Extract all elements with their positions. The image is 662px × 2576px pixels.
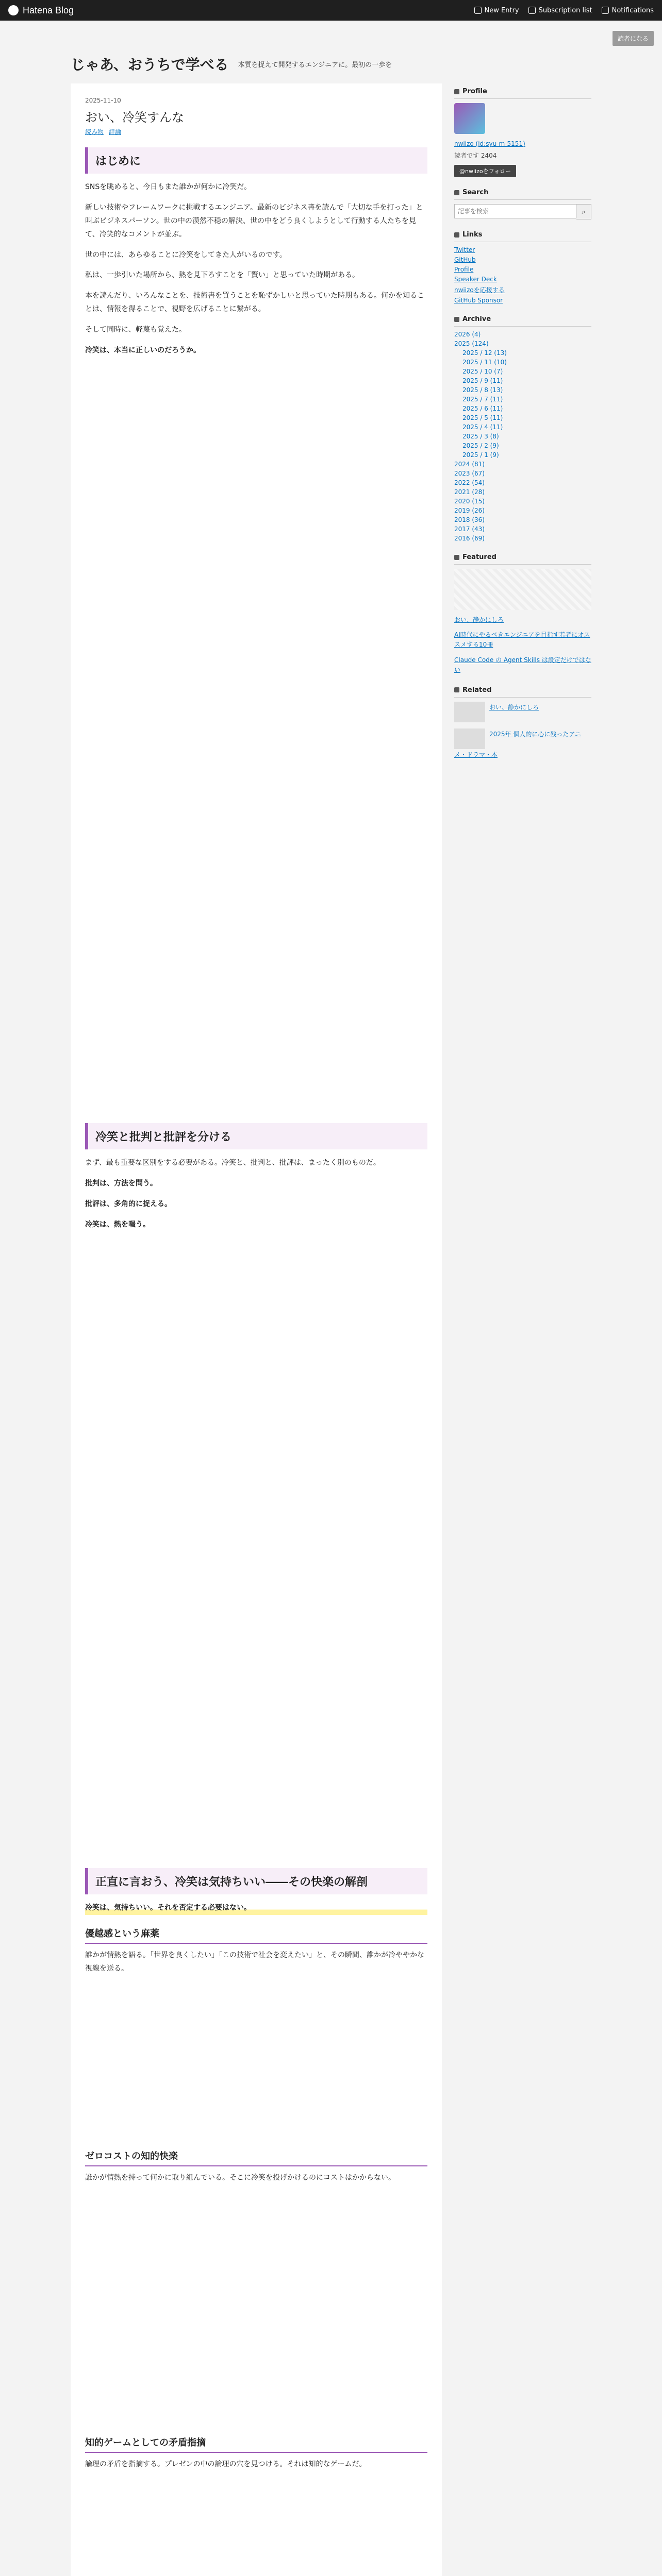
- paragraph-block: [85, 2192, 427, 2424]
- search-input[interactable]: [454, 204, 576, 218]
- archive-item[interactable]: 2025 / 12 (13): [462, 349, 507, 357]
- archive-icon: [454, 317, 459, 322]
- featured-link[interactable]: AI時代にやるべきエンジニアを目指す若者にオススメする10冊: [454, 631, 590, 649]
- search-box: [454, 189, 591, 219]
- section-heading: はじめに: [85, 147, 427, 174]
- sub-heading: ゼロコストの知的快楽: [85, 2149, 427, 2166]
- paragraph: 論理の矛盾を指摘する。プレゼンの中の論理の穴を見つける。それは知的なゲームだ。: [85, 2460, 367, 2469]
- paragraph: 私は、一歩引いた場所から、熱を見下ろすことを「賢い」と思っていた時期がある。: [85, 271, 359, 280]
- archive-item[interactable]: 2023 (67): [454, 470, 485, 477]
- search-form: [454, 204, 591, 219]
- archive-heading: [454, 315, 591, 327]
- links-heading: [454, 231, 591, 242]
- tag-link[interactable]: 読み物: [85, 128, 104, 135]
- related-thumbnail[interactable]: [454, 702, 485, 722]
- sidebar-link[interactable]: Profile: [454, 266, 474, 273]
- blog-description: 本質を捉えて開発するエンジニアに。最初の一歩を: [238, 61, 392, 69]
- archive-item[interactable]: 2021 (28): [454, 488, 485, 496]
- links-heading-text: Links: [462, 231, 483, 239]
- paragraph-block: [85, 1983, 427, 2138]
- paragraph: 冷笑は、気持ちいい。それを否定する必要はない。: [85, 1902, 427, 1915]
- article: [71, 83, 442, 2576]
- archive-item[interactable]: 2025 / 4 (11): [462, 423, 503, 431]
- top-actions: [474, 7, 654, 14]
- paragraph: 批判は、方法を問う。: [85, 1179, 157, 1188]
- brand-text: Hatena Blog: [23, 5, 74, 15]
- related-thumbnail[interactable]: [454, 728, 485, 749]
- search-submit-button[interactable]: ⌕: [576, 204, 591, 219]
- blog-header: [71, 21, 591, 83]
- paragraph: 冷笑は、熱を嗤う。: [85, 1220, 150, 1229]
- archive-item[interactable]: 2017 (43): [454, 526, 485, 533]
- hatena-icon: [8, 5, 19, 15]
- paragraph: 誰かが情熱を語る。「世界を良くしたい」「この技術で社会を変えたい」と、その瞬間、誰かが冷ややかな視線を送る。: [85, 1951, 424, 1973]
- sub-heading: 知的ゲームとしての矛盾指摘: [85, 2435, 427, 2453]
- sidebar: [454, 83, 591, 2576]
- featured-link[interactable]: おい、静かにしろ: [454, 616, 504, 623]
- archive-item[interactable]: 2025 / 11 (10): [462, 359, 507, 366]
- archive-item[interactable]: 2025 / 7 (11): [462, 396, 503, 403]
- new-entry-button[interactable]: [474, 7, 519, 14]
- page-wrap: [71, 21, 591, 2576]
- related-heading-text: Related: [462, 686, 492, 694]
- notifications-button[interactable]: [602, 7, 654, 14]
- blog-title[interactable]: じゃあ、おうちで学べる: [71, 57, 229, 73]
- archive-item[interactable]: 2020 (15): [454, 498, 485, 505]
- profile-heading: [454, 88, 591, 99]
- archive-item[interactable]: 2025 / 1 (9): [462, 451, 499, 459]
- related-link[interactable]: おい、静かにしろ: [489, 703, 539, 711]
- paragraph: そして同時に、軽蔑も覚えた。: [85, 326, 186, 334]
- section-heading: 冷笑と批判と批評を分ける: [85, 1123, 427, 1149]
- related-icon: [454, 687, 459, 692]
- featured-heading-text: Featured: [462, 553, 496, 561]
- user-icon: [454, 89, 459, 94]
- paragraph: 世の中には、あらゆることに冷笑をしてきた人がいるのです。: [85, 250, 287, 259]
- post-title[interactable]: おい、冷笑すんな: [85, 111, 184, 125]
- archive-item[interactable]: 2025 / 6 (11): [462, 405, 503, 412]
- avatar[interactable]: [454, 103, 485, 134]
- links-box: [454, 231, 591, 304]
- archive-item[interactable]: 2016 (69): [454, 535, 485, 542]
- bell-icon: [602, 7, 609, 14]
- featured-thumbnail[interactable]: [454, 569, 591, 610]
- archive-list: [454, 331, 591, 542]
- pencil-icon: [474, 7, 482, 14]
- paragraph: 批評は、多角的に捉える。: [85, 1199, 172, 1208]
- related-heading: [454, 686, 591, 698]
- post-date[interactable]: 2025-11-10: [85, 97, 121, 104]
- paragraph-block: [85, 365, 427, 1112]
- search-heading-text: Search: [462, 189, 489, 196]
- archive-item[interactable]: 2024 (81): [454, 461, 485, 468]
- paragraph: 本を読んだり、いろんなことを、技術書を買うことを恥ずかしいと思っていた時期もある。何かを知ることは、情報を得ることで、視野を広げることに繋がる。: [85, 292, 424, 314]
- featured-link[interactable]: Claude Code の Agent Skills は設定だけではない: [454, 656, 591, 673]
- sidebar-link[interactable]: Speaker Deck: [454, 276, 497, 283]
- star-icon: [454, 555, 459, 560]
- sidebar-link[interactable]: nwiizoを応援する: [454, 286, 505, 294]
- paragraph: 冷笑は、本当に正しいのだろうか。: [85, 346, 201, 355]
- archive-item[interactable]: 2019 (26): [454, 507, 485, 514]
- paragraph: 誰かが情熱を持って何かに取り組んでいる。そこに冷笑を投げかけるのにコストはかからない。: [85, 2174, 395, 2182]
- paragraph: 新しい技術やフレームワークに挑戦するエンジニア。最新のビジネス書を読んで「大切な手を打った」と叫ぶビジネスパーソン。世の中の漠然不穏の解決、世の中をどう良くしようとして行動する人たちを見て、冷笑的なコメントが並ぶ。: [85, 203, 423, 239]
- profile-id-link[interactable]: nwiizo (id:syu-m-5151): [454, 140, 525, 147]
- sidebar-link[interactable]: GitHub: [454, 256, 476, 263]
- notifications-label: Notifications: [611, 6, 654, 14]
- related-item: [454, 728, 591, 760]
- paragraph-block: [85, 2479, 427, 2576]
- archive-item[interactable]: 2025 / 2 (9): [462, 442, 499, 449]
- archive-item[interactable]: 2025 / 8 (13): [462, 386, 503, 394]
- archive-item[interactable]: 2022 (54): [454, 479, 485, 486]
- archive-box: [454, 315, 591, 542]
- profile-heading-text: Profile: [462, 88, 487, 95]
- archive-item[interactable]: 2025 / 10 (7): [462, 368, 503, 375]
- archive-heading-text: Archive: [462, 315, 491, 323]
- paragraph: SNSを眺めると、今日もまた誰かが何かに冷笑だ。: [85, 183, 252, 191]
- subscription-label: Subscription list: [538, 6, 592, 14]
- paragraph-block: [85, 1239, 427, 1857]
- sidebar-link[interactable]: GitHub Sponsor: [454, 297, 503, 304]
- featured-box: [454, 553, 591, 675]
- new-entry-label: New Entry: [484, 6, 519, 14]
- archive-item[interactable]: 2025 / 3 (8): [462, 433, 499, 440]
- list-icon: [528, 7, 536, 14]
- paragraph: まず、最も重要な区別をする必要がある。冷笑と、批判と、批評は、まったく別のものだ。: [85, 1158, 380, 1167]
- archive-item[interactable]: 2025 (124): [454, 340, 489, 347]
- sub-heading: 優越感という麻薬: [85, 1926, 427, 1944]
- archive-item[interactable]: 2026 (4): [454, 331, 481, 338]
- post-tags: [85, 127, 427, 136]
- top-bar: [0, 0, 662, 21]
- section-heading: 正直に言おう、冷笑は気持ちいい——その快楽の解剖: [85, 1868, 427, 1894]
- archive-item[interactable]: 2025 / 9 (11): [462, 377, 503, 384]
- hatena-logo[interactable]: [8, 5, 74, 16]
- search-heading: [454, 189, 591, 200]
- related-item: [454, 702, 591, 722]
- search-icon: [454, 190, 459, 195]
- twitter-follow-button[interactable]: @nwiizoをフォロー: [454, 165, 516, 177]
- reader-count: 読者です 2404: [454, 152, 497, 159]
- layout: [71, 83, 591, 2576]
- archive-item[interactable]: 2018 (36): [454, 516, 485, 523]
- subscription-list-button[interactable]: [528, 7, 592, 14]
- related-box: [454, 686, 591, 760]
- related-link[interactable]: 2025年 個人的に心に残ったアニメ・ドラマ・本: [454, 730, 581, 758]
- tag-link[interactable]: 評論: [109, 128, 122, 135]
- featured-heading: [454, 553, 591, 565]
- sidebar-link[interactable]: Twitter: [454, 246, 475, 253]
- profile-box: [454, 88, 591, 177]
- archive-item[interactable]: 2025 / 5 (11): [462, 414, 503, 421]
- subscribe-button[interactable]: 読者になる: [613, 31, 654, 46]
- link-icon: [454, 232, 459, 238]
